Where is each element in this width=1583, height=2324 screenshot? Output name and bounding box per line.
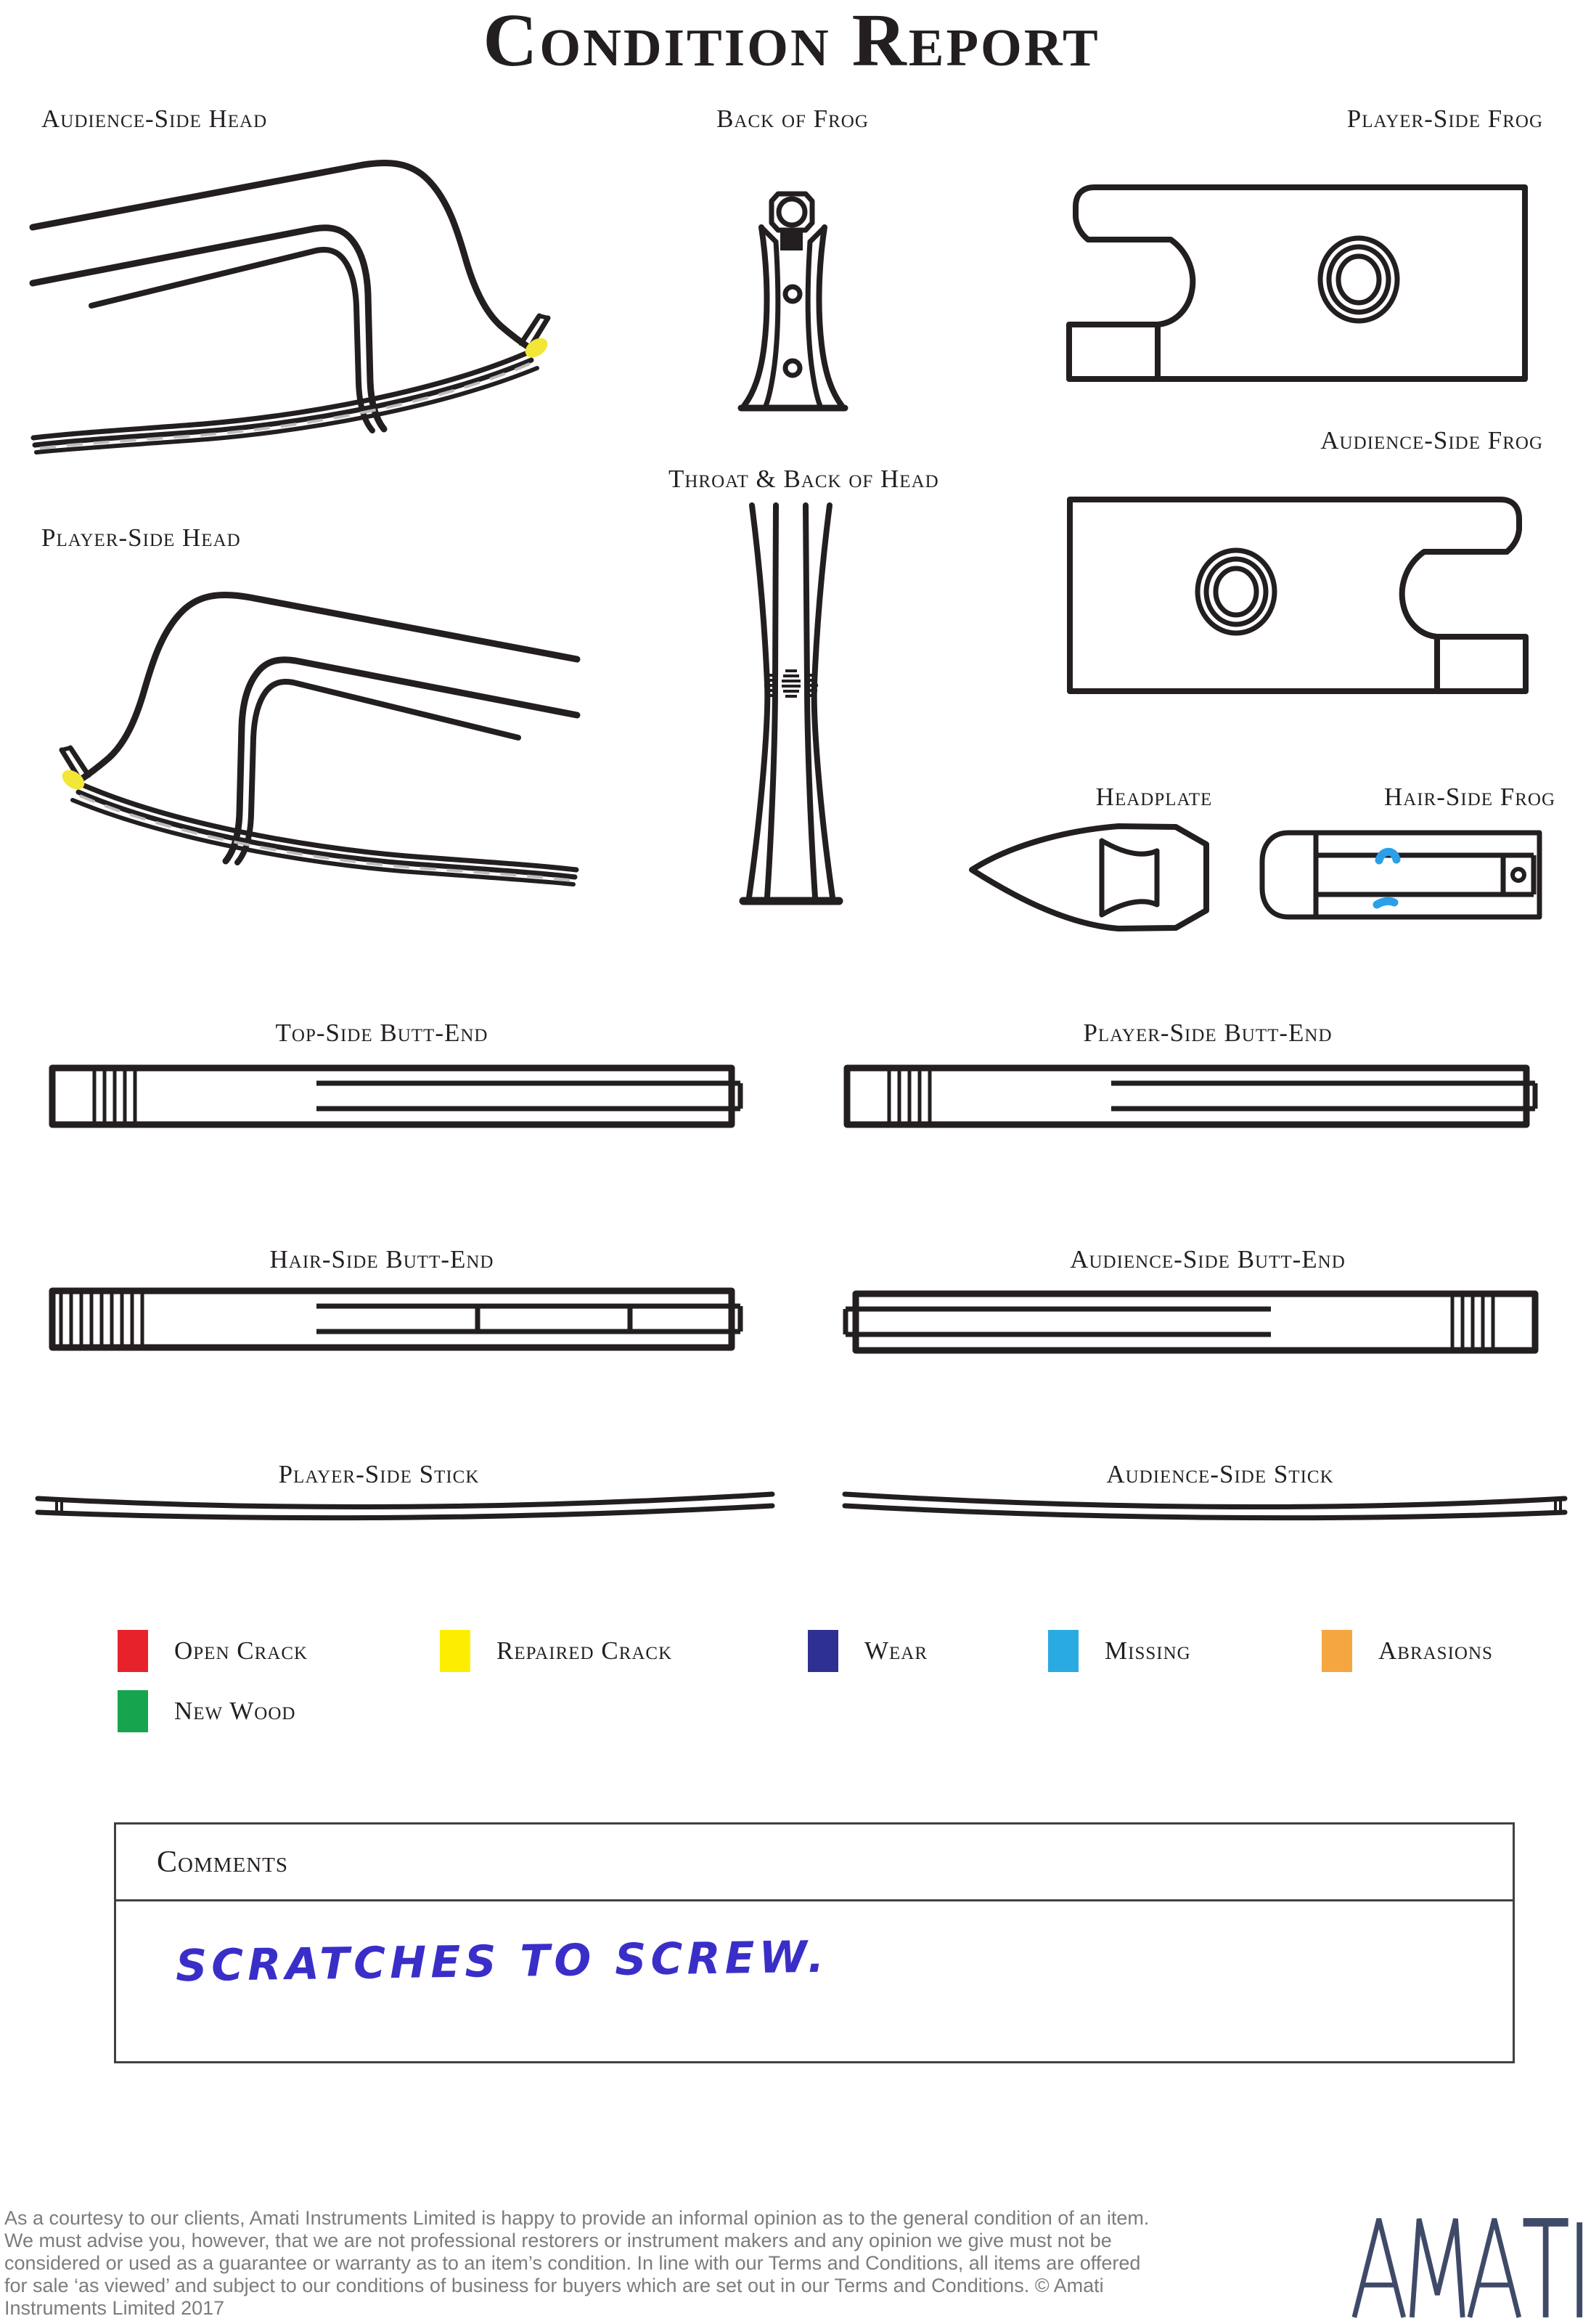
channel-lines [846,1309,1271,1334]
legend-item-missing [1048,1630,1191,1672]
plate-window-top [1102,841,1157,854]
abrasions-swatch [1322,1630,1352,1672]
throat-back-of-head-diagram [733,501,849,908]
headplate-outline [972,826,1206,929]
player-side-stick-diagram [28,1490,775,1526]
page-title: Condition Report [483,0,1100,82]
label-player-side-stick: Player-Side Stick [278,1460,480,1488]
plate-window-bottom [1102,902,1157,915]
upper-eyelet [785,287,800,301]
audience-side-butt-end-diagram [844,1287,1541,1355]
head-top-outline [33,163,531,348]
label-headplate: Headplate [1095,783,1213,811]
stick-upper-line [845,1494,1565,1506]
stick-end-ticks [1555,1500,1560,1512]
audience-side-stick-diagram [842,1490,1575,1526]
legend-item-repaired-crack [440,1630,672,1672]
legend-label: Repaired Crack [496,1636,673,1665]
legend-label: Wear [864,1636,928,1665]
comments-header: Comments [116,1824,1513,1901]
frog-eye-inner [1338,256,1379,303]
hair-side-frog-diagram [1259,823,1546,921]
comments-body [116,1901,1513,2061]
legend-label: New Wood [174,1697,296,1725]
winding-lines [1452,1294,1493,1350]
hair-side-butt-end-diagram [49,1287,746,1352]
label-audience-side-stick: Audience-Side Stick [1106,1460,1334,1488]
head-top-outline [79,595,577,780]
handwritten-comment: SCRATCHES TO SCREW. [175,1931,829,1992]
logo-letter-a1 [1354,2219,1404,2317]
repaired-crack-swatch [440,1630,470,1672]
legend-item-abrasions [1322,1630,1493,1672]
audience-side-head-diagram [29,142,581,454]
winding-lines [94,1068,135,1125]
label-player-side-butt-end: Player-Side Butt-End [1083,1019,1333,1047]
channel-lines [1111,1083,1535,1109]
label-hair-side-frog: Hair-Side Frog [1383,783,1556,811]
tip-end [62,748,70,750]
label-top-side-butt-end: Top-Side Butt-End [275,1019,488,1047]
stick-upper-line [38,1494,772,1506]
tip-end [539,316,548,318]
channel-dividers [478,1306,630,1332]
legend-item-new-wood [118,1690,295,1732]
winding-lines [889,1068,930,1125]
throat-inner-line [237,682,518,863]
wear-swatch [808,1630,838,1672]
player-side-butt-end-diagram [844,1064,1541,1129]
butt-outline [52,1068,732,1125]
channel-lines [316,1083,740,1109]
headplate-diagram [970,812,1209,937]
screw-button-eye [779,199,805,225]
logo-letter-m [1412,2219,1463,2317]
butt-outline [856,1294,1535,1350]
label-throat-back-of-head: Throat & Back of Head [668,465,939,493]
throat-outline [226,660,577,861]
missing-mark [1377,901,1394,905]
new-wood-swatch [118,1690,148,1732]
back-of-frog-diagram [737,185,849,417]
label-player-side-head: Player-Side Head [41,523,241,552]
right-outline [819,227,842,406]
frog-underside-outline [1262,833,1539,917]
logo-letter-a2 [1470,2219,1519,2317]
legend-item-wear [808,1630,928,1672]
open-crack-swatch [118,1630,148,1672]
label-audience-side-head: Audience-Side Head [41,105,268,133]
legend-label: Abrasions [1378,1636,1493,1665]
frog-outline [1070,500,1526,691]
label-hair-side-butt-end: Hair-Side Butt-End [269,1245,494,1273]
frog-eye-inner [1216,568,1256,615]
label-back-of-frog: Back of Frog [716,105,869,133]
amati-logo [1351,2214,1583,2320]
legend-item-open-crack [118,1630,308,1672]
frog-outline [1069,187,1525,379]
channel-lines [316,1306,740,1332]
lower-eyelet [785,361,800,375]
comments-box [114,1822,1515,2063]
audience-side-frog-diagram [1045,457,1553,715]
label-audience-side-frog: Audience-Side Frog [1320,426,1543,454]
outer-right-line [814,505,833,897]
label-player-side-frog: Player-Side Frog [1346,105,1543,133]
butt-outline [847,1068,1526,1125]
left-outline [744,227,766,406]
throat-outline [33,228,384,429]
winding-lines [61,1291,142,1347]
player-side-head-diagram [29,574,581,886]
disclaimer-text: As a courtesy to our clients, Amati Instruments Limited is happy to provide an informal opinion as to the general condition of an item. We must advise you, however, that we are not professional restorers or instrument makers and any opinion we give must not be considered or used as a guarantee or warranty as to an item’s condition. In line with our Terms and Conditions, all items are offered for sale ‘as viewed’ and subject to our conditions of business for buyers which are set out in our Terms and Conditions. © Amati Instruments Limited 2017 [4,2207,1150,2319]
slide-eyelet [1513,869,1524,881]
missing-swatch [1048,1630,1079,1672]
player-side-frog-diagram [1042,145,1550,403]
frog-eye-outer [1198,550,1275,633]
legend-label: Missing [1105,1636,1191,1665]
legend-label: Open Crack [174,1636,308,1665]
top-side-butt-end-diagram [49,1064,746,1129]
screw-neck [780,230,803,250]
amati-logo-graphic [1351,2214,1583,2320]
outer-left-line [749,505,767,897]
label-audience-side-butt-end: Audience-Side Butt-End [1070,1245,1346,1273]
throat-inner-line [91,250,372,431]
frog-eye-outer [1320,238,1397,321]
